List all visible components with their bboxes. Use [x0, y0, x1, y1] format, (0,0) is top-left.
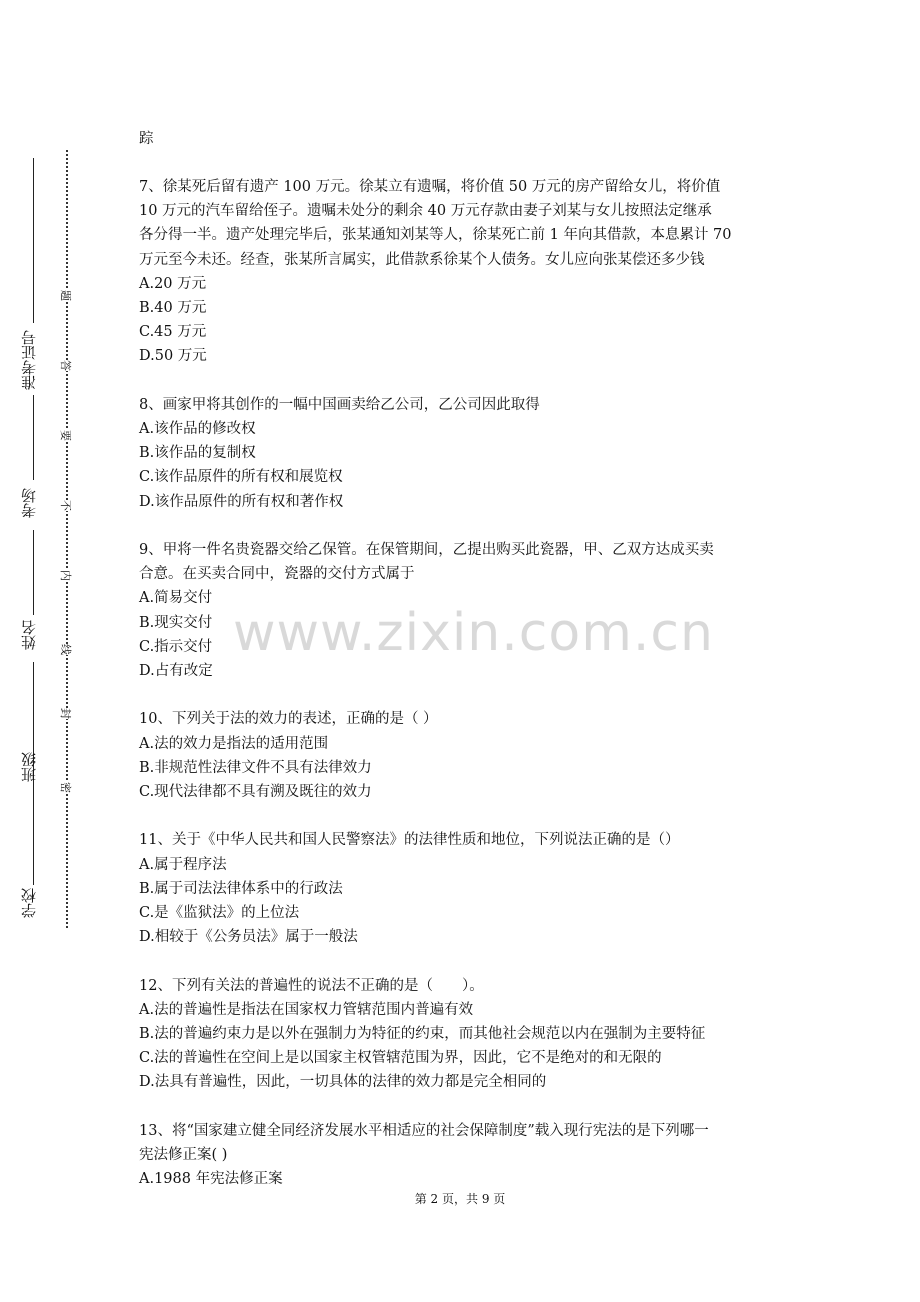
option-a: A.法的效力是指法的适用范围: [139, 735, 329, 752]
question-stem-line: 10、下列关于法的效力的表述，正确的是（ ）: [139, 711, 438, 728]
option-a: A.20 万元: [139, 275, 207, 292]
option-a: A.法的普遍性是指法在国家权力管辖范围内普遍有效: [139, 1001, 474, 1018]
option-a: A.1988 年宪法修正案: [139, 1171, 283, 1188]
question-stem-line: 11、关于《中华人民共和国人民警察法》的法律性质和地位，下列说法正确的是（）: [139, 832, 680, 849]
room-field-label: 考场: [20, 488, 38, 518]
seal-char: 线: [59, 644, 72, 655]
option-d: D.该作品原件的所有权和著作权: [139, 493, 344, 510]
option-d: D.法具有普遍性，因此，一切具体的法律的效力都是完全相同的: [139, 1074, 547, 1091]
option-a: A.该作品的修改权: [139, 420, 256, 437]
question-11: [139, 828, 789, 949]
question-stem-line: 万元至今未还。经查，张某所言属实，此借款系徐某个人债务。女儿应向张某偿还多少钱: [139, 251, 705, 268]
seal-char: 不: [59, 500, 72, 511]
option-b: B.40 万元: [139, 299, 207, 316]
option-b: B.非规范性法律文件不具有法律效力: [139, 759, 372, 776]
option-d: D.占有改定: [139, 662, 213, 679]
exam-id-field-label: 准考证号: [20, 330, 38, 390]
seal-char: 封: [59, 708, 72, 719]
option-d: D.相较于《公务员法》属于一般法: [139, 929, 358, 946]
question-stem-line: 9、甲将一件名贵瓷器交给乙保管。在保管期间，乙提出购买此瓷器，甲、乙双方达成买卖: [139, 541, 714, 558]
option-d: D.50 万元: [139, 348, 207, 365]
name-field-label: 姓名: [20, 620, 38, 650]
question-stem-line: 13、将“国家建立健全同经济发展水平相适应的社会保障制度”载入现行宪法的是下列哪一: [139, 1122, 709, 1139]
binding-margin: [0, 0, 90, 1302]
question-stem-line: 10 万元的汽车留给侄子。遗嘱未处分的剩余 40 万元存款由妻子刘某与女儿按照法定继承: [139, 203, 712, 220]
option-a: A.简易交付: [139, 590, 213, 607]
watermark: www.zixin.com.cn: [233, 603, 714, 663]
option-c: C.45 万元: [139, 324, 207, 341]
seal-char: 密: [59, 782, 72, 793]
option-c: C.现代法律都不具有溯及既往的效力: [139, 783, 372, 800]
question-8: [139, 393, 789, 514]
school-field-label: 学校: [20, 888, 38, 918]
question-stem-line: 8、画家甲将其创作的一幅中国画卖给乙公司，乙公司因此取得: [139, 396, 540, 413]
question-10: [139, 707, 789, 804]
page-footer: 第 2 页，共 9 页: [414, 1192, 506, 1206]
seal-char: 题: [59, 290, 72, 301]
question-stem-line: 12、下列有关法的普遍性的说法不正确的是（ ）。: [139, 977, 484, 994]
option-b: B.该作品的复制权: [139, 445, 256, 462]
option-c: C.指示交付: [139, 638, 213, 655]
option-b: B.现实交付: [139, 614, 213, 631]
option-b: B.属于司法法律体系中的行政法: [139, 880, 343, 897]
continuation-text: 踪: [139, 130, 154, 147]
question-7: [139, 175, 789, 369]
seal-char: 答: [59, 360, 72, 371]
question-stem-line: 合意。在买卖合同中，瓷器的交付方式属于: [139, 566, 415, 583]
class-field-line: [33, 662, 34, 747]
question-stem-line: 宪法修正案( ): [139, 1146, 228, 1163]
question-stem-line: 各分得一半。遗产处理完毕后，张某通知刘某等人，徐某死亡前 1 年向其借款，本息累计 70: [139, 227, 732, 244]
option-c: C.法的普遍性在空间上是以国家主权管辖范围为界，因此，它不是绝对的和无限的: [139, 1050, 662, 1067]
option-c: C.是《监狱法》的上位法: [139, 904, 300, 921]
exam-id-field-line: [33, 158, 34, 323]
question-12: [139, 974, 789, 1095]
class-field-label: 班级: [20, 752, 38, 782]
question-9: [139, 538, 789, 683]
name-field-line: [33, 530, 34, 615]
question-content: [139, 112, 789, 1216]
room-field-line: [33, 395, 34, 480]
option-c: C.该作品原件的所有权和展览权: [139, 469, 343, 486]
seal-char: 内: [59, 570, 72, 581]
option-a: A.属于程序法: [139, 856, 227, 873]
question-stem-line: 7、徐某死后留有遗产 100 万元。徐某立有遗嘱，将价值 50 万元的房产留给女儿，将价值: [139, 178, 721, 195]
seal-line: [66, 150, 68, 928]
seal-char: 要: [59, 430, 72, 441]
option-b: B.法的普遍约束力是以外在强制力为特征的约束，而其他社会规范以内在强制为主要特征: [139, 1025, 706, 1042]
question-13: [139, 1119, 789, 1192]
